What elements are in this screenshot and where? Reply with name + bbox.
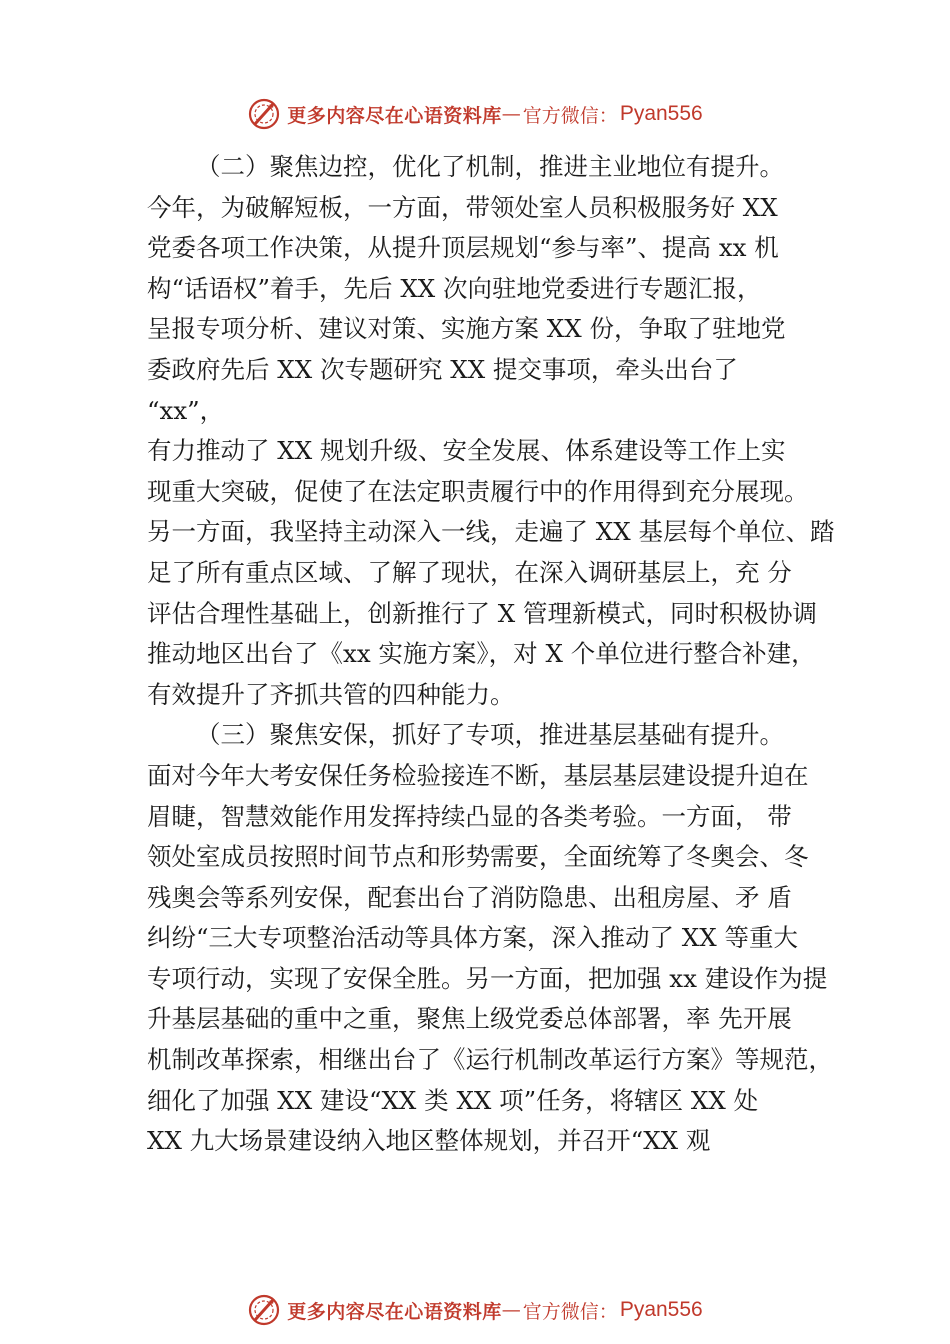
text-line: 眉睫，智慧效能作用发挥持续凸显的各类考验。一方面， 带: [147, 801, 792, 831]
section-heading-3: （三）聚焦安保，抓好了专项，推进基层基础有提升。: [196, 720, 784, 750]
footer-wechat-label: 官方微信：: [522, 1300, 618, 1323]
text-line: 有效提升了齐抓共管的四种能力。: [147, 679, 515, 709]
text-line: 升基层基础的重中之重，聚焦上级党委总体部署，率 先开展: [147, 1004, 792, 1034]
text-line: 评估合理性基础上，创新推行了 X 管理新模式，同时积极协调: [147, 598, 818, 628]
footer-banner: [0, 1290, 950, 1330]
header-wechat-id: Pyan556: [619, 102, 703, 125]
text-line: 另一方面，我坚持主动深入一线，走遍了 XX 基层每个单位、踏: [147, 517, 835, 547]
text-line: 机制改革探索，相继出台了《运行机制改革运行方案》等规范，: [147, 1045, 833, 1075]
footer-separator: —: [501, 1299, 521, 1321]
text-line: 足了所有重点区域、了解了现状，在深入调研基层上，充 分: [147, 557, 792, 587]
text-line: 纠纷“三大专项整治活动等具体方案，深入推动了 XX 等重大: [147, 923, 798, 953]
header-separator: —: [501, 103, 521, 125]
text-line: 残奥会等系列安保，配套出台了消防隐患、出租房屋、矛 盾: [147, 882, 792, 912]
text-line: “xx”，: [147, 395, 225, 425]
text-line: 呈报专项分析、建议对策、实施方案 XX 份，争取了驻地党: [147, 314, 786, 344]
header-site-name: 更多内容尽在心语资料库: [287, 104, 502, 127]
brush-logo-icon: [247, 97, 281, 131]
footer-site-name: 更多内容尽在心语资料库: [287, 1300, 502, 1323]
text-line: 构“话语权”着手，先后 XX 次向驻地党委进行专题汇报，: [147, 273, 762, 303]
text-line: 今年，为破解短板，一方面，带领处室人员积极服务好 XX: [147, 192, 778, 222]
text-line: XX 九大场景建设纳入地区整体规划，并召开“XX 观: [147, 1126, 711, 1156]
text-line: 领处室成员按照时间节点和形势需要，全面统筹了冬奥会、冬: [147, 842, 809, 872]
section-heading-2: （二）聚焦边控，优化了机制，推进主业地位有提升。: [196, 152, 784, 181]
text-line: 推动地区出台了《xx 实施方案》，对 X 个单位进行整合补建，: [147, 639, 816, 669]
header-banner: [0, 94, 950, 134]
footer-wechat-id: Pyan556: [619, 1298, 703, 1321]
text-line: 专项行动，实现了安保全胜。另一方面，把加强 xx 建设作为提: [147, 963, 828, 993]
text-line: 面对今年大考安保任务检验接连不断，基层基层建设提升迫在: [147, 760, 809, 790]
text-line: 现重大突破，促使了在法定职责履行中的作用得到充分展现。: [147, 476, 809, 506]
text-line: 委政府先后 XX 次专题研究 XX 提交事项，牵头出台了: [147, 354, 738, 384]
text-line: 党委各项工作决策，从提升顶层规划“参与率”、提高 xx 机: [147, 233, 779, 263]
header-wechat-label: 官方微信：: [522, 104, 618, 127]
text-line: 有力推动了 XX 规划升级、安全发展、体系建设等工作上实: [147, 436, 786, 466]
document-body: [147, 147, 837, 1162]
text-line: 细化了加强 XX 建设“XX 类 XX 项”任务，将辖区 XX 处: [147, 1085, 759, 1115]
brush-logo-icon: [247, 1293, 281, 1327]
